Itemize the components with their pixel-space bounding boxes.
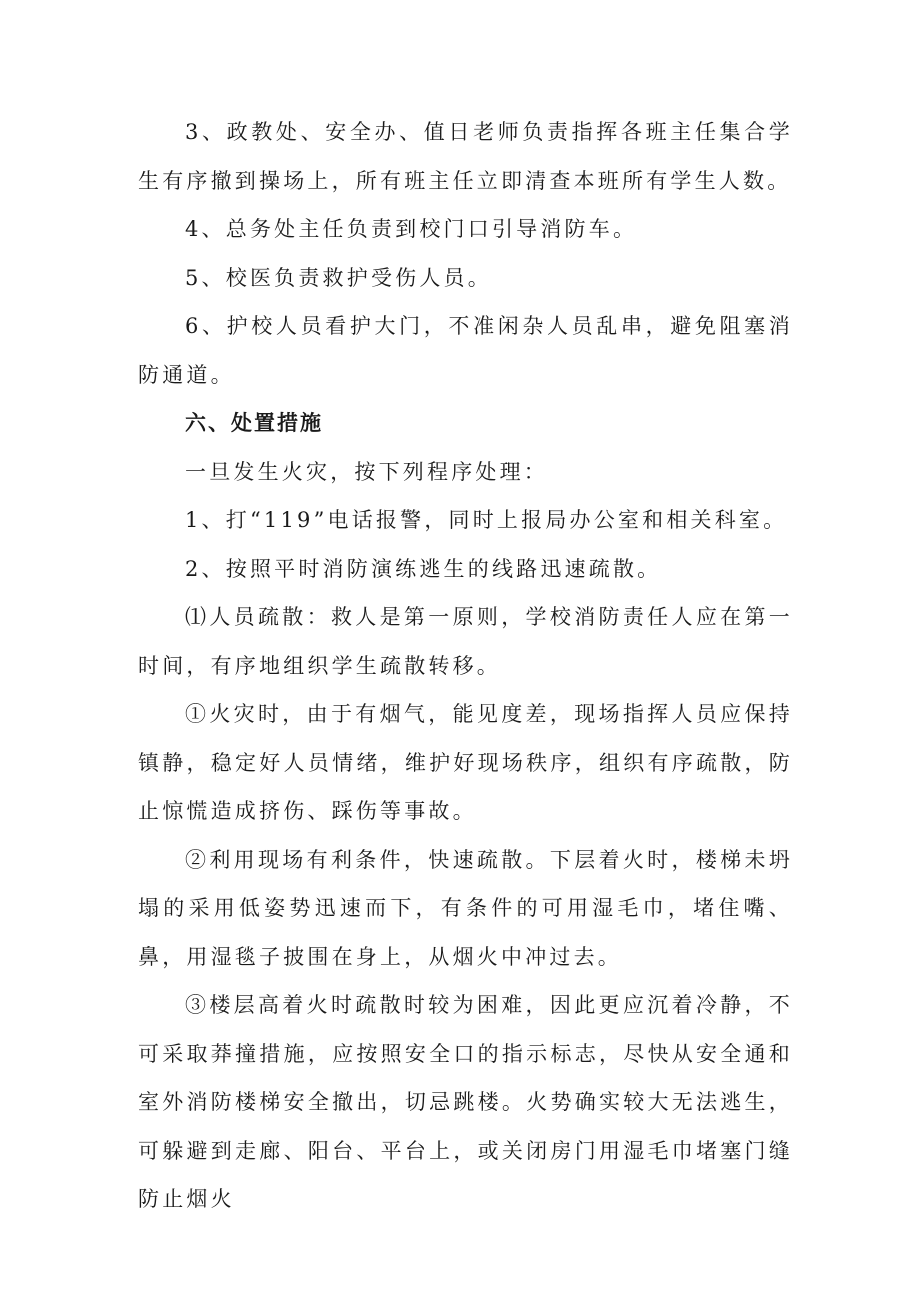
paragraph-duty-medical: 5、校医负责救护受伤人员。 (185, 265, 492, 290)
paragraph-item-3: ③楼层高着火时疏散时较为困难，因此更应沉着冷静，不可采取莽撞措施，应按照安全口的指示标志，尽快从安全通和室外消防楼梯安全撤出，切忌跳楼。火势确实较大无法逃生，可躲避到走廊、阳台、平台上，或关闭房门用湿毛巾堵塞门缝防止烟火 (138, 993, 793, 1211)
paragraph-step-evacuate: 2、按照平时消防演练逃生的线路迅速疏散。 (185, 556, 662, 581)
section-heading: 六、处置措施 (185, 411, 323, 435)
paragraph-step-alarm: 1、打“119”电话报警，同时上报局办公室和相关科室。 (185, 508, 788, 532)
paragraph-procedure-intro: 一旦发生火灾，按下列程序处理： (185, 459, 548, 484)
paragraph-item-1: ①火灾时，由于有烟气，能见度差，现场指挥人员应保持镇静，稳定好人员情绪，维护好现场秩序，组织有序疏散，防止惊慌造成挤伤、踩伤等事故。 (138, 702, 793, 823)
paragraph-personnel-evacuation: ⑴人员疏散：救人是第一原则，学校消防责任人应在第一时间，有序地组织学生疏散转移。 (138, 605, 793, 678)
paragraph-duty-assembly: 3、政教处、安全办、值日老师负责指挥各班主任集合学生有序撤到操场上，所有班主任立即清查本班所有学生人数。 (138, 120, 793, 193)
paragraph-duty-gate: 6、护校人员看护大门，不准闲杂人员乱串，避免阻塞消防通道。 (138, 314, 793, 387)
paragraph-item-2: ②利用现场有利条件，快速疏散。下层着火时，楼梯未坍塌的采用低姿势迅速而下，有条件的可用湿毛巾，堵住嘴、鼻，用湿毯子披围在身上，从烟火中冲过去。 (138, 847, 793, 969)
document-body (138, 108, 793, 1224)
paragraph-duty-fire-truck: 4、总务处主任负责到校门口引导消防车。 (185, 217, 638, 241)
